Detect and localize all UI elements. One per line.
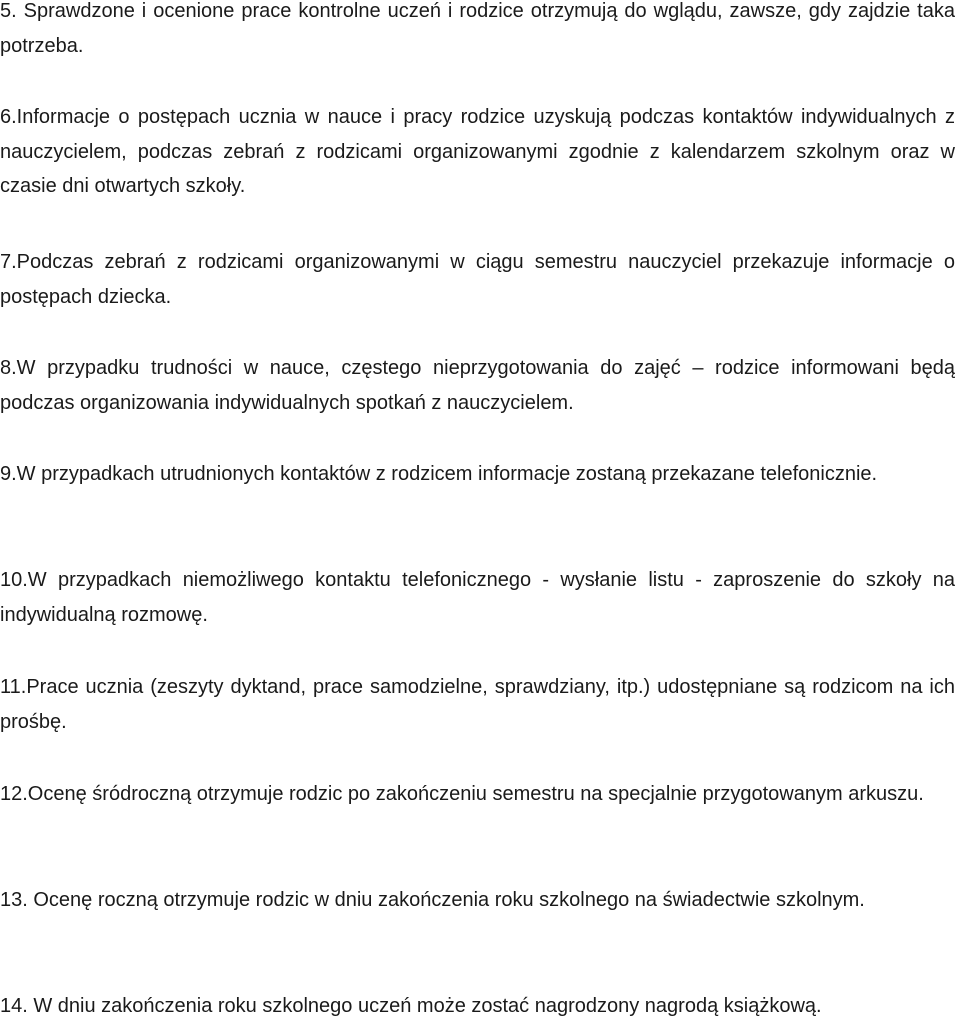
paragraph-7: 7.Podczas zebrań z rodzicami organizowanymi w ciągu semestru nauczyciel przekazuje informacje o postępach dziecka. xyxy=(0,251,955,308)
paragraph-9: 9.W przypadkach utrudnionych kontaktów z rodzicem informacje zostaną przekazane telefonicznie. xyxy=(0,463,878,485)
paragraph-6: 6.Informacje o postępach ucznia w nauce i pracy rodzice uzyskują podczas kontaktów indywidualnych z nauczycielem, podczas zebrań z rodzicami organizowanymi zgodnie z kalendarzem szkolnym oraz w czasie dni otwartych szkoły. xyxy=(0,106,955,197)
paragraph-14: 14. W dniu zakończenia roku szkolnego uczeń może zostać nagrodzony nagrodą książkową. xyxy=(0,995,822,1017)
paragraph-10: 10.W przypadkach niemożliwego kontaktu telefonicznego - wysłanie listu - zaproszenie do szkoły na indywidualną rozmowę. xyxy=(0,569,955,626)
paragraph-5: 5. Sprawdzone i ocenione prace kontrolne uczeń i rodzice otrzymują do wglądu, zawsze, gdy zajdzie taka potrzeba. xyxy=(0,0,955,57)
paragraph-11: 11.Prace ucznia (zeszyty dyktand, prace samodzielne, sprawdziany, itp.) udostępniane są rodzicom na ich prośbę. xyxy=(0,676,955,733)
paragraph-13: 13. Ocenę roczną otrzymuje rodzic w dniu zakończenia roku szkolnego na świadectwie szkolnym. xyxy=(0,889,865,911)
paragraph-8: 8.W przypadku trudności w nauce, częstego nieprzygotowania do zajęć – rodzice informowani będą podczas organizowania indywidualnych spotkań z nauczycielem. xyxy=(0,357,955,414)
paragraph-12: 12.Ocenę śródroczną otrzymuje rodzic po zakończeniu semestru na specjalnie przygotowanym arkuszu. xyxy=(0,783,924,805)
